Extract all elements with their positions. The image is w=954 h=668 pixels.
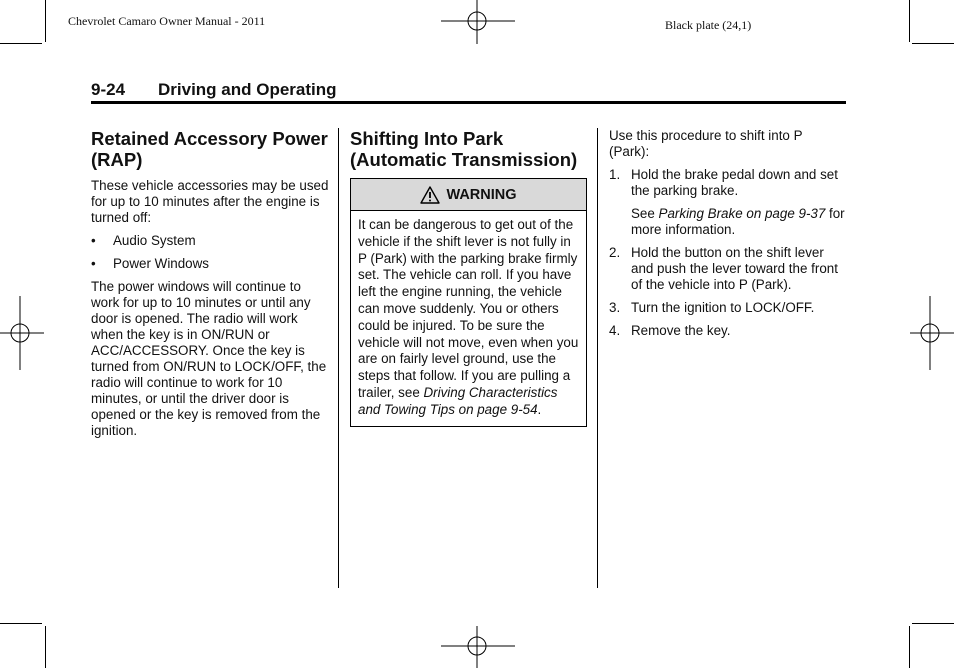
- parking-brake-reference-link[interactable]: Parking Brake on page 9-37: [658, 206, 826, 221]
- crop-mark-top-right-v: [909, 0, 910, 42]
- crop-mark-top-left-h: [0, 43, 42, 44]
- column-1: [91, 128, 331, 446]
- crop-mark-top-left-v: [45, 0, 46, 42]
- warning-body: It can be dangerous to get out of the vehicle if the shift lever is not fully in P (Park) with the parking brake firmly set. The vehicle can roll. If you have left the engine running, the vehicle can move suddenly. You or others could be injured. To be sure the vehicle will not move, even when you are on fairly level ground, use the steps that follow. If you are pulling a trailer, see Driving Characteristics and Towing Tips on page 9-54.: [358, 217, 579, 417]
- list-item: 2. Hold the button on the shift lever and push the lever toward the front of the vehicle into P (Park).: [609, 245, 838, 292]
- crop-mark-bottom-right-h: [912, 623, 954, 624]
- warning-box: [350, 178, 587, 427]
- column-3: [609, 128, 846, 346]
- header-rule: [91, 101, 846, 104]
- page-number: 9-24: [91, 80, 126, 99]
- plate-label: Black plate (24,1): [665, 18, 752, 32]
- page-header: [91, 80, 846, 102]
- procedure-intro: Use this procedure to shift into P (Park):: [609, 128, 803, 159]
- warning-label: WARNING: [446, 186, 517, 203]
- registration-mark-icon: [441, 0, 515, 44]
- list-item: 3. Turn the ignition to LOCK/OFF.: [609, 300, 815, 315]
- crop-mark-bottom-right-v: [909, 626, 910, 668]
- column-2: [350, 128, 587, 427]
- list-item: 1. Hold the brake pedal down and set the parking brake. See Parking Brake on page 9-37 for more information.: [609, 167, 845, 237]
- list-item: • Power Windows: [91, 256, 209, 271]
- warning-header: [351, 179, 586, 211]
- rap-intro: These vehicle accessories may be used for up to 10 minutes after the engine is turned off:: [91, 178, 329, 225]
- crop-mark-bottom-left-h: [0, 623, 42, 624]
- bullet-icon: •: [91, 233, 96, 248]
- warning-reference-link[interactable]: Driving Characteristics and Towing Tips on page 9-54: [358, 384, 558, 417]
- rap-body: The power windows will continue to work for up to 10 minutes or until any door is opened. The radio will work when the key is in ON/RUN or ACC/ACCESSORY. Once the key is turned from ON/RUN to LOCK/OFF, the radio will continue to work for 10 minutes, or until the driver door is opened or the key is removed from the ignition.: [91, 279, 327, 438]
- list-item: • Audio System: [91, 233, 196, 248]
- procedure-steps: [609, 167, 846, 339]
- column-divider: [597, 128, 598, 588]
- bullet-icon: •: [91, 256, 96, 271]
- registration-mark-icon: [0, 296, 44, 370]
- crop-mark-bottom-left-v: [45, 626, 46, 668]
- manual-title: Chevrolet Camaro Owner Manual - 2011: [68, 14, 266, 28]
- rap-heading: Retained Accessory Power (RAP): [91, 128, 328, 170]
- list-item: 4. Remove the key.: [609, 323, 731, 338]
- crop-mark-top-right-h: [912, 43, 954, 44]
- park-heading: Shifting Into Park (Automatic Transmission): [350, 128, 578, 170]
- column-divider: [338, 128, 339, 588]
- rap-bullet-list: [91, 233, 331, 272]
- section-title: Driving and Operating: [158, 80, 337, 99]
- registration-mark-icon: [910, 296, 954, 370]
- warning-triangle-icon: [420, 186, 440, 204]
- registration-mark-icon: [441, 626, 515, 668]
